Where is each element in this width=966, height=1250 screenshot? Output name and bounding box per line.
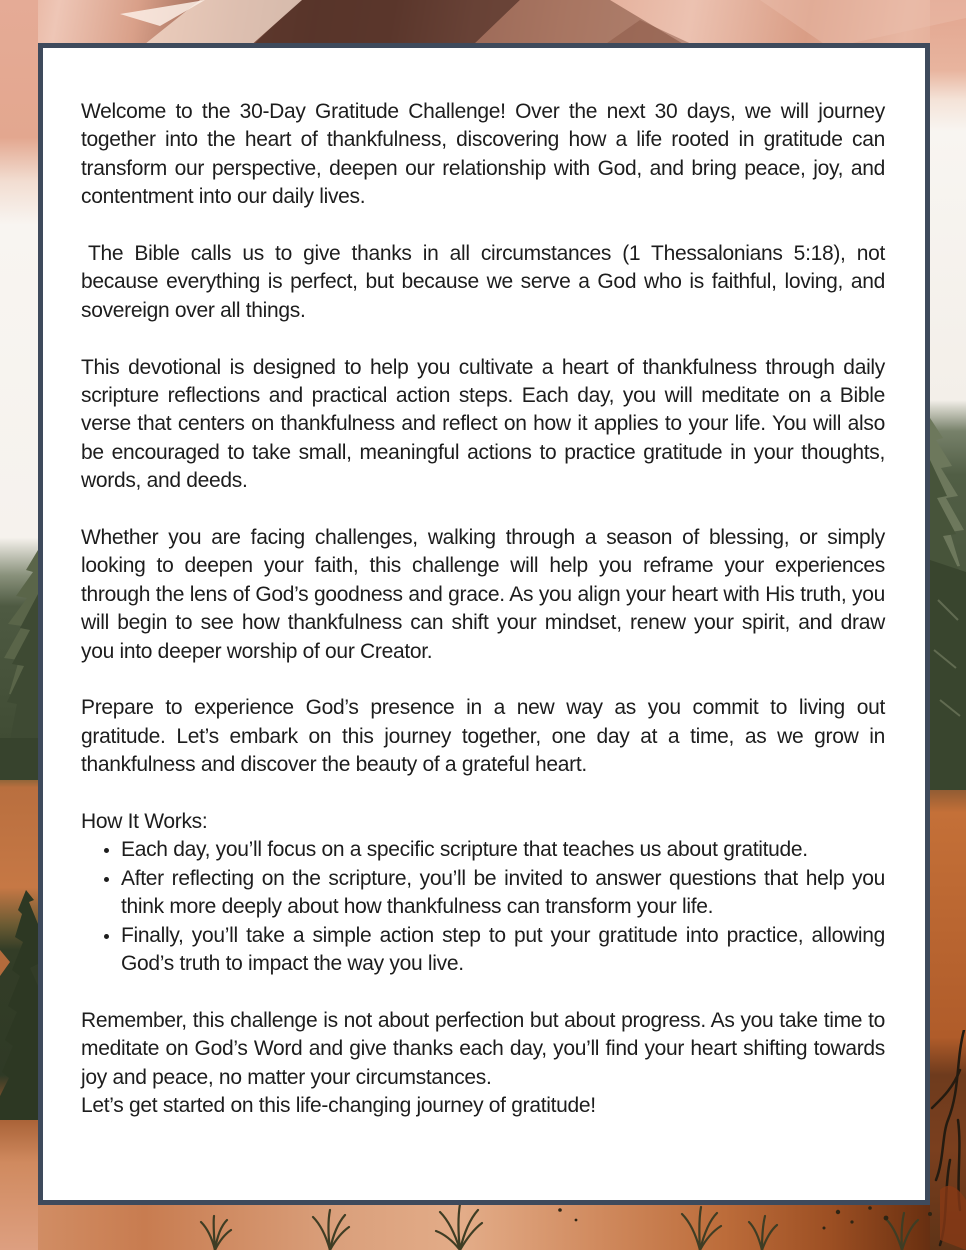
mountain-watercolor-illustration bbox=[0, 0, 966, 48]
pine-trees-right-icon bbox=[930, 410, 966, 790]
devotional-design-paragraph: This devotional is designed to help you cultivate a heart of thankfulness through daily scripture reflections and practical action steps. Each day, you will meditate on a Bible verse that centers on thankfulness and reflect on how it applies to your life. You will also be encouraged to take small, meaningful actions to practice gratitude in your thoughts, words, and deeds. bbox=[81, 355, 885, 493]
closing-line: Let’s get started on this life-changing journey of gratitude! bbox=[81, 1094, 596, 1118]
dark-pine-silhouette-icon bbox=[0, 890, 38, 1120]
how-it-works-bullet-3: • Finally, you’ll take a simple action step to put your gratitude into practice, allowing God’s truth to impact the way you live. bbox=[121, 922, 885, 979]
how-it-works-bullet-2: • After reflecting on the scripture, you’ll be invited to answer questions that help you think more deeply about how thankfulness can transform your life. bbox=[121, 865, 885, 922]
how-it-works-list bbox=[81, 836, 885, 978]
bible-calls-paragraph: The Bible calls us to give thanks in all circumstances (1 Thessalonians 5:18), not because everything is perfect, but because we serve a God who is faithful, loving, and sovereign over all things. bbox=[81, 242, 885, 322]
how-it-works-heading: How It Works: bbox=[81, 810, 208, 834]
pine-trees-left-icon bbox=[0, 540, 38, 780]
closing-paragraph: Remember, this challenge is not about perfection but about progress. As you take time to meditate on God’s Word and give thanks each day, you’ll find your heart shifting towards joy and peace, no matter your circumstances. bbox=[81, 1008, 885, 1089]
grass-sprigs-icon bbox=[0, 1200, 966, 1250]
how-it-works-bullet-1: • Each day, you’ll focus on a specific scripture that teaches us about gratitude. bbox=[121, 836, 885, 864]
document-card bbox=[38, 43, 930, 1205]
whether-facing-paragraph: Whether you are facing challenges, walking through a season of blessing, or simply looking to deepen your faith, this challenge will help you reframe your experiences through the lens of God’s goodness and grace. As you align your heart with His truth, you will begin to see how thankfulness can shift your mindset, renew your spirit, and draw you into deeper worship of our Creator. bbox=[81, 526, 885, 663]
intro-paragraph: Welcome to the 30-Day Gratitude Challenge! Over the next 30 days, we will journey together into the heart of thankfulness, discovering how a life rooted in gratitude can transform our perspective, deepen our relationship with God, and bring peace, joy, and contentment into our daily lives. bbox=[81, 100, 885, 209]
prepare-paragraph: Prepare to experience God’s presence in a new way as you commit to living out gratitude. Let’s embark on this journey together, one day at a time, as we grow in thankfulness and discover the beauty of a grateful heart. bbox=[81, 696, 885, 777]
